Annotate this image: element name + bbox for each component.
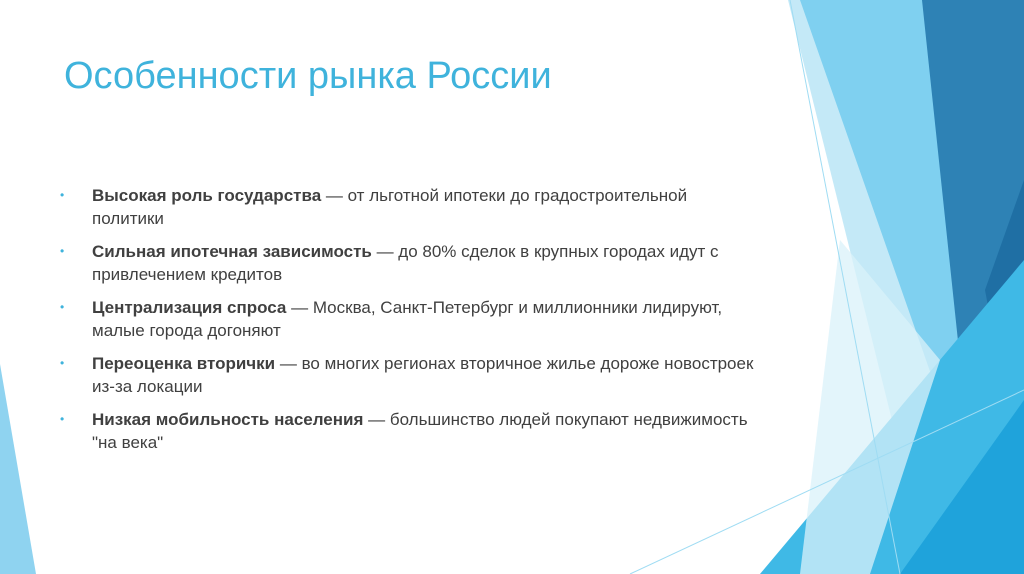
bullet-marker: •	[60, 244, 65, 258]
bullet-description: — до 80% сделок в крупных городах идут с привлечением кредитов	[92, 242, 719, 284]
bullet-marker: •	[60, 188, 65, 202]
bullet-term: Переоценка вторички	[92, 354, 276, 373]
bullet-marker: •	[60, 412, 65, 426]
bullet-term: Низкая мобильность населения	[92, 410, 364, 429]
bullet-term: Централизация спроса	[92, 298, 287, 317]
bullet-description: — Москва, Санкт-Петербург и миллионники лидируют, малые города догоняют	[92, 298, 723, 340]
bullet-marker: •	[60, 356, 65, 370]
bullet-description: — от льготной ипотеки до градостроительной политики	[92, 186, 688, 228]
bullet-item	[60, 296, 760, 342]
left-accent-triangle	[0, 364, 36, 574]
bullet-item	[60, 184, 760, 230]
bullet-description: — большинство людей покупают недвижимость "на века"	[92, 410, 748, 452]
bullet-description: — во многих регионах вторичное жилье дороже новостроек из-за локации	[92, 354, 754, 396]
bullet-list	[60, 184, 760, 464]
bullet-term: Высокая роль государства	[92, 186, 322, 205]
bullet-term: Сильная ипотечная зависимость	[92, 242, 372, 261]
bullet-item	[60, 408, 760, 454]
bullet-item	[60, 240, 760, 286]
slide-title: Особенности рынка России	[64, 55, 552, 97]
bullet-item	[60, 352, 760, 398]
bullet-marker: •	[60, 300, 65, 314]
